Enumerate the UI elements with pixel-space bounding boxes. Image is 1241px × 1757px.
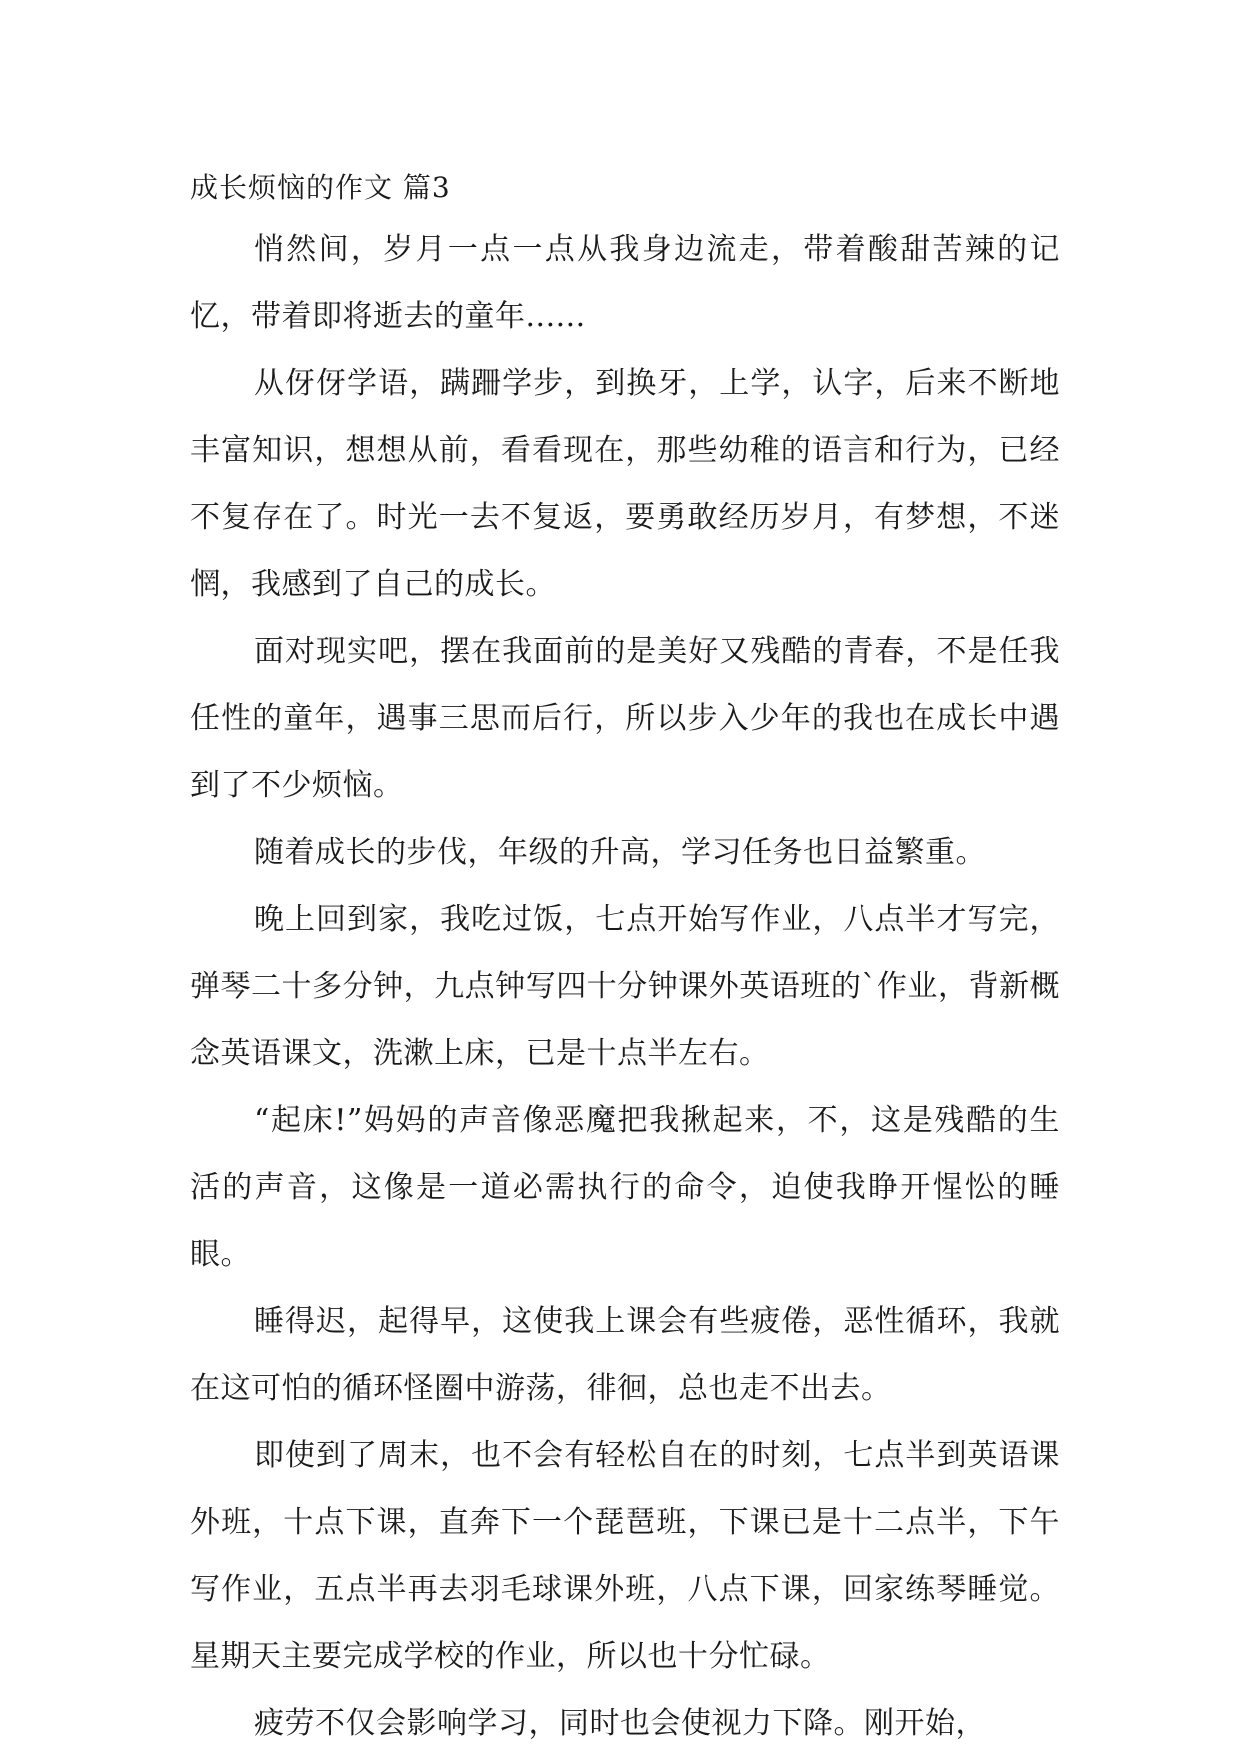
paragraph: “起床!”妈妈的声音像恶魔把我揪起来，不，这是残酷的生活的声音，这像是一道必需执行的命令，迫使我睁开惺忪的睡眼。 <box>190 1103 1060 1272</box>
paragraph: 睡得迟，起得早，这使我上课会有些疲倦，恶性循环，我就在这可怕的循环怪圈中游荡，徘徊，总也走不出去。 <box>190 1304 1060 1406</box>
document-page <box>190 160 1060 1757</box>
paragraph: 随着成长的步伐，年级的升高，学习任务也日益繁重。 <box>254 835 986 870</box>
paragraph: 晚上回到家，我吃过饭，七点开始写作业，八点半才写完，弹琴二十多分钟，九点钟写四十分钟课外英语班的`作业，背新概念英语课文，洗漱上床，已是十点半左右。 <box>190 902 1060 1071</box>
paragraph: 从伢伢学语，蹒跚学步，到换牙，上学，认字，后来不断地丰富知识，想想从前，看看现在，那些幼稚的语言和行为，已经不复存在了。时光一去不复返，要勇敢经历岁月，有梦想，不迷惘，我感到了自己的成长。 <box>190 366 1060 602</box>
document-title: 成长烦恼的作文 篇3 <box>190 171 451 204</box>
paragraph: 面对现实吧，摆在我面前的是美好又残酷的青春，不是任我任性的童年，遇事三思而后行，所以步入少年的我也在成长中遇到了不少烦恼。 <box>190 634 1060 803</box>
paragraph: 即使到了周末，也不会有轻松自在的时刻，七点半到英语课外班，十点下课，直奔下一个琵琶班，下课已是十二点半，下午写作业，五点半再去羽毛球课外班，八点下课，回家练琴睡觉。星期天主要完成学校的作业，所以也十分忙碌。 <box>190 1438 1060 1674</box>
paragraph: 悄然间，岁月一点一点从我身边流走，带着酸甜苦辣的记忆，带着即将逝去的童年...... <box>190 232 1060 334</box>
paragraph: 疲劳不仅会影响学习，同时也会使视力下降。刚开始， <box>254 1706 986 1741</box>
